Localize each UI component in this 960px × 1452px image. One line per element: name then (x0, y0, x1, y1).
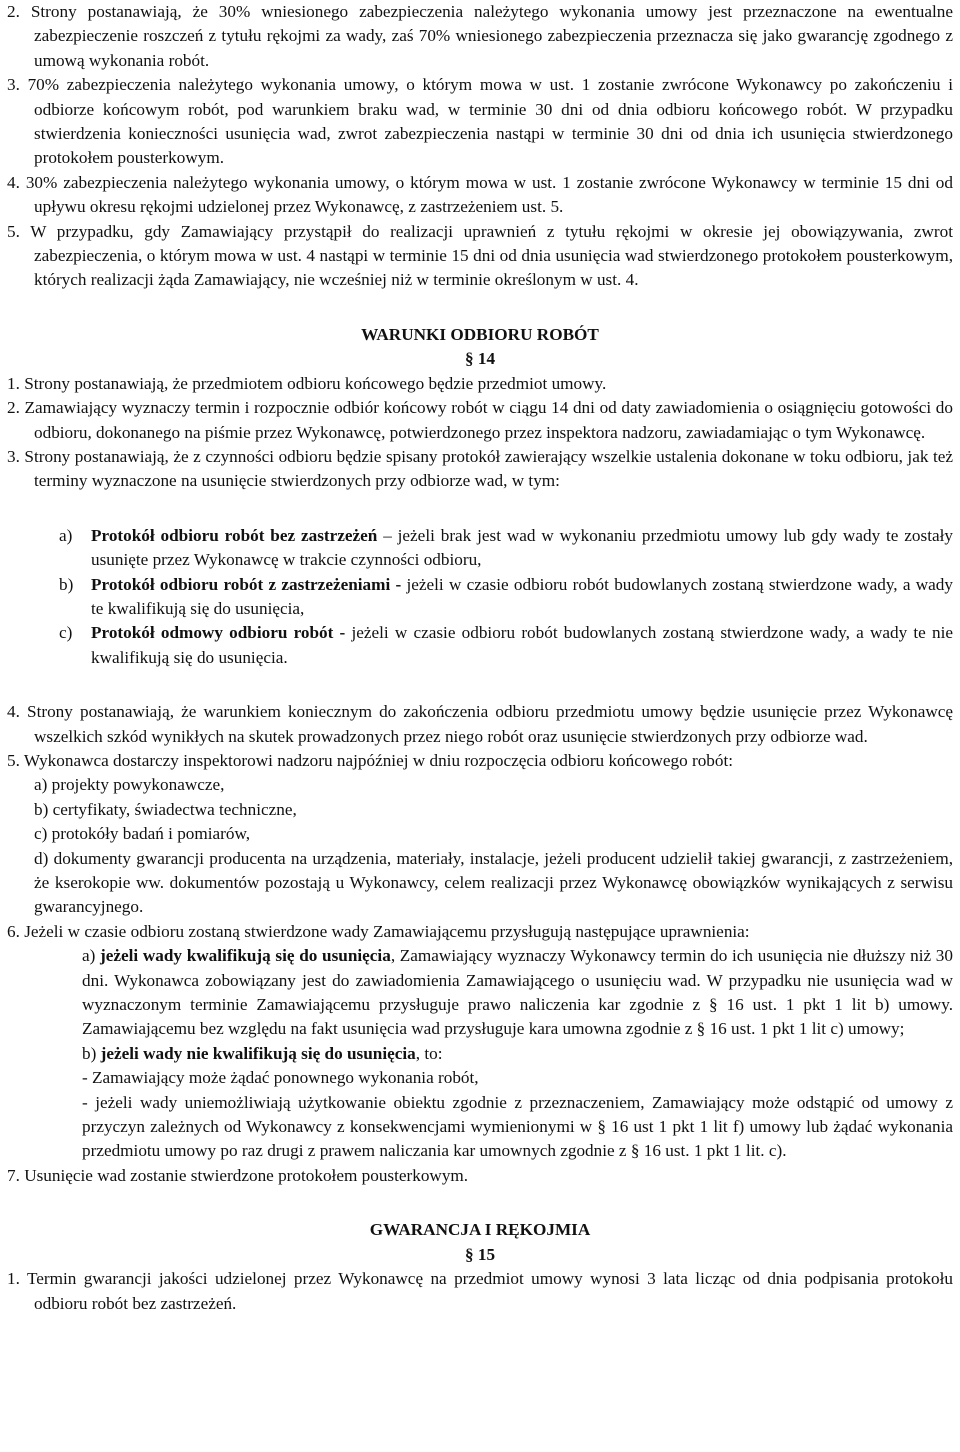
document-list-item-d: d) dokumenty gwarancji producenta na urządzenia, materiały, instalacje, jeżeli producent udzielił takiej gwarancji, z zastrzeżeniem, że kserokopie ww. dokumentów pozostają u Wykonawcy, celem realizacji przez Wykonawcę obowiązków wynikających z serwisu gwarancyjnego. (34, 848, 953, 917)
rights-item-b-option-2: - jeżeli wady uniemożliwiają użytkowanie obiektu zgodnie z przeznaczeniem, Zamawiający może odstąpić od umowy z przyczyn zależnych od Wykonawcy z konsekwencjami wymienionymi w § 16 ust 1 pkt 1 lit f) umowy lub żądać wykonania przedmiotu umowy po raz drugi z prawem naliczania kar umownych zgodnie z § 16 ust. 1 pkt 1 lit. c). (82, 1092, 953, 1161)
protocol-item-c-label: c) (59, 623, 73, 643)
protocol-item-a-text: – jeżeli brak jest wad w wykonaniu przedmiotu umowy lub gdy wady te zostały usunięte przez Wykonawcę w trakcie czynności odbioru, (91, 525, 953, 570)
protocol-item-b-title: Protokół odbioru robót z zastrzeżeniami - (91, 574, 402, 594)
rights-item-b-text: , to: (415, 1043, 443, 1063)
protocol-item-b (7, 573, 953, 622)
rights-item-a (7, 944, 953, 1042)
rights-item-b-title: jeżeli wady nie kwalifikują się do usunięcia (100, 1043, 416, 1063)
rights-item-b-label: b) (82, 1043, 101, 1063)
section13-paragraph-2: 2. Strony postanawiają, że 30% wniesionego zabezpieczenia należytego wykonania umowy jest przeznaczone na ewentualne zabezpieczenie roszczeń z tytułu rękojmi za wady, zaś 70% wniesionego zabezpieczenia przeznacza się jako gwarancję zgodnego z umową wykonania robót. (7, 2, 953, 70)
section13-paragraph-5: 5. W przypadku, gdy Zamawiający przystąpił do realizacji uprawnień z tytułu rękojmi w okresie jej obowiązywania, zwrot zabezpieczenia, o którym mowa w ust. 4 nastąpi w terminie 15 dni od dnia usunięcia wad stwierdzonego protokołem pousterkowym, których realizacji żąda Zamawiający, nie wcześniej niż w terminie określonym w ust. 4. (7, 221, 953, 290)
document-list-item-c: c) protokóły badań i pomiarów, (34, 824, 251, 844)
protocol-item-b-text: jeżeli w czasie odbioru robót budowlanych zostaną stwierdzone wady, a wady te kwalifikują się do usunięcia, (91, 574, 953, 618)
section14-paragraph-6: 6. Jeżeli w czasie odbioru zostaną stwierdzone wady Zamawiającemu przysługują następujące uprawnienia: (7, 921, 750, 941)
rights-item-b-option-1: - Zamawiający może żądać ponownego wykonania robót, (82, 1068, 479, 1088)
document-list-item-a: a) projekty powykonawcze, (34, 775, 225, 795)
section15-title: GWARANCJA I RĘKOJMIA (369, 1220, 591, 1240)
rights-item-a-text: , Zamawiający wyznaczy Wykonawcy termin do ich usunięcia nie dłuższy niż 30 dni. Wykonawca zobowiązany jest do zawiadomienia Zamawiającego o usunięciu wad. W przypadku nie usunięcia wad w wyznaczonym terminie Zamawiającemu przysługuje prawo naliczenia kar zgodnie z § 16 ust. 1 pkt 1 lit b) umowy. Zamawiającemu bez względu na fakt usunięcia wad przysługuje kara umowna zgodnie z § 16 ust. 1 pkt 1 lit c) umowy; (82, 946, 953, 1039)
protocol-item-c (7, 621, 953, 670)
protocol-item-a (7, 524, 953, 573)
rights-item-a-label: a) (82, 946, 101, 966)
rights-item-b (7, 1042, 953, 1066)
section13-paragraph-4: 4. 30% zabezpieczenia należytego wykonania umowy, o którym mowa w ust. 1 zostanie zwrócone Wykonawcy w terminie 15 dni od upływu okresu rękojmi udzielonej przez Wykonawcę, z zastrzeżeniem ust. 5. (7, 172, 953, 217)
section14-paragraph-5: 5. Wykonawca dostarczy inspektorowi nadzoru najpóźniej w dniu rozpoczęcia odbioru końcowego robót: (7, 750, 734, 770)
section14-paragraph-7: 7. Usunięcie wad zostanie stwierdzone protokołem pousterkowym. (7, 1165, 469, 1185)
section14-number: § 14 (464, 349, 496, 369)
protocol-item-a-label: a) (59, 525, 73, 545)
protocol-item-c-title: Protokół odmowy odbioru robót - (91, 623, 346, 643)
section14-title: WARUNKI ODBIORU ROBÓT (361, 324, 599, 344)
section14-paragraph-4: 4. Strony postanawiają, że warunkiem koniecznym do zakończenia odbioru przedmiotu umowy będzie usunięcie przez Wykonawcę wszelkich szkód wynikłych na skutek prowadzonych przez niego robót oraz usunięcie stwierdzonych przy odbiorze wad. (7, 702, 953, 746)
section15-number: § 15 (464, 1244, 496, 1264)
document-list-item-b: b) certyfikaty, świadectwa techniczne, (34, 799, 297, 819)
protocol-item-c-text: jeżeli w czasie odbioru robót budowlanych zostaną stwierdzone wady, a wady te nie kwalifikują się do usunięcia. (91, 623, 953, 667)
rights-item-a-title: jeżeli wady kwalifikują się do usunięcia (100, 946, 391, 966)
section15-paragraph-1: 1. Termin gwarancji jakości udzielonej przez Wykonawcę na przedmiot umowy wynosi 3 lata licząc od dnia podpisania protokołu odbioru robót bez zastrzeżeń. (7, 1269, 953, 1313)
section14-paragraph-2: 2. Zamawiający wyznaczy termin i rozpocznie odbiór końcowy robót w ciągu 14 dni od daty zawiadomienia o osiągnięciu gotowości do odbioru, dokonanego na piśmie przez Wykonawcę, potwierdzonego przez inspektora nadzoru, zawiadamiając o tym Wykonawcę. (7, 398, 953, 442)
section14-paragraph-3: 3. Strony postanawiają, że z czynności odbioru będzie spisany protokół zawierający wszelkie ustalenia dokonane w toku odbioru, jak też terminy wyznaczone na usunięcie stwierdzonych przy odbiorze wad, w tym: (7, 446, 953, 491)
protocol-item-b-label: b) (59, 574, 74, 594)
section13-paragraph-3: 3. 70% zabezpieczenia należytego wykonania umowy, o którym mowa w ust. 1 zostanie zwrócone Wykonawcy po zakończeniu i odbiorze końcowym robót, pod warunkiem braku wad, w terminie 30 dni od dnia odbioru końcowego robót. W przypadku stwierdzenia konieczności usunięcia wad, zwrot zabezpieczenia nastąpi w terminie 30 dni od dnia ich usunięcia stwierdzonego protokołem pousterkowym. (7, 75, 953, 168)
protocol-item-a-title: Protokół odbioru robót bez zastrzeżeń (91, 525, 378, 545)
section14-paragraph-1: 1. Strony postanawiają, że przedmiotem odbioru końcowego będzie przedmiot umowy. (7, 373, 607, 393)
